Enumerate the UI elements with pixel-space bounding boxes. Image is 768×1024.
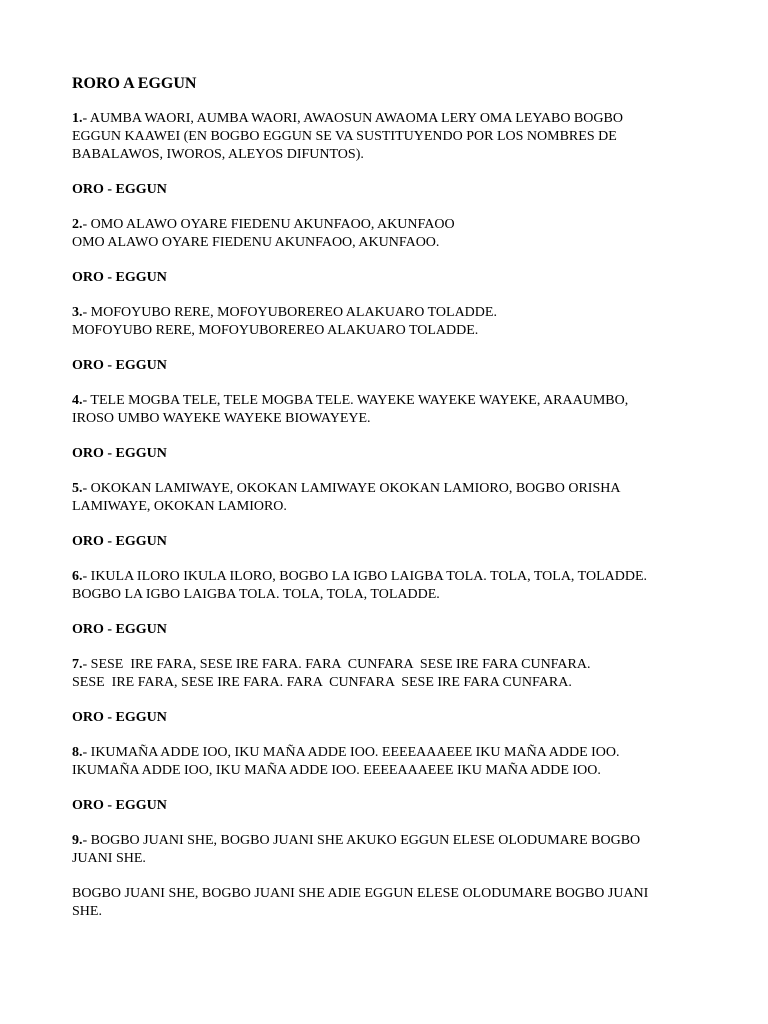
verse-number: 7. — [72, 657, 83, 672]
verse-line: - IKULA ILORO IKULA ILORO, BOGBO LA IGBO LAIGBA TOLA. TOLA, TOLA, TOLADDE. — [82, 569, 648, 584]
refrain-7: ORO - EGGUN — [72, 710, 167, 725]
verse-2 — [72, 216, 696, 252]
verse-4 — [72, 392, 696, 428]
verse-8 — [72, 744, 696, 780]
verse-3 — [72, 304, 696, 340]
verse-line: - OMO ALAWO OYARE FIEDENU AKUNFAOO, AKUNFAOO — [82, 217, 455, 232]
refrain-1: ORO - EGGUN — [72, 182, 167, 197]
refrain-6: ORO - EGGUN — [72, 622, 167, 637]
verse-number: 1. — [72, 111, 83, 126]
verse-line: BABALAWOS, IWOROS, ALEYOS DIFUNTOS). — [72, 147, 364, 162]
verse-line: BOGBO LA IGBO LAIGBA TOLA. TOLA, TOLA, TOLADDE. — [72, 587, 440, 602]
closing-paragraph — [72, 885, 696, 921]
verse-5 — [72, 480, 696, 516]
verse-line: - BOGBO JUANI SHE, BOGBO JUANI SHE AKUKO EGGUN ELESE OLODUMARE BOGBO — [82, 833, 641, 848]
verse-9 — [72, 832, 696, 868]
verse-line: OMO ALAWO OYARE FIEDENU AKUNFAOO, AKUNFAOO. — [72, 235, 440, 250]
closing-line: BOGBO JUANI SHE, BOGBO JUANI SHE ADIE EGGUN ELESE OLODUMARE BOGBO JUANI — [72, 886, 649, 901]
refrain-3: ORO - EGGUN — [72, 358, 167, 373]
document-page — [72, 74, 696, 938]
verse-number: 6. — [72, 569, 83, 584]
verse-number: 9. — [72, 833, 83, 848]
refrain-2: ORO - EGGUN — [72, 270, 167, 285]
verse-line: - SESE IRE FARA, SESE IRE FARA. FARA CUNFARA SESE IRE FARA CUNFARA. — [82, 657, 591, 672]
verse-number: 2. — [72, 217, 83, 232]
verse-6 — [72, 568, 696, 604]
verse-line: IKUMAÑA ADDE IOO, IKU MAÑA ADDE IOO. EEEEAAAEEE IKU MAÑA ADDE IOO. — [72, 763, 601, 778]
verse-number: 4. — [72, 393, 83, 408]
verse-line: SESE IRE FARA, SESE IRE FARA. FARA CUNFARA SESE IRE FARA CUNFARA. — [72, 675, 572, 690]
verse-line: - IKUMAÑA ADDE IOO, IKU MAÑA ADDE IOO. EEEEAAAEEE IKU MAÑA ADDE IOO. — [82, 745, 620, 760]
document-title: RORO A EGGUN — [72, 75, 197, 92]
verse-line: - TELE MOGBA TELE, TELE MOGBA TELE. WAYEKE WAYEKE WAYEKE, ARAAUMBO, — [82, 393, 629, 408]
verse-line: MOFOYUBO RERE, MOFOYUBOREREO ALAKUARO TOLADDE. — [72, 323, 479, 338]
verse-line: - MOFOYUBO RERE, MOFOYUBOREREO ALAKUARO TOLADDE. — [82, 305, 497, 320]
verse-number: 3. — [72, 305, 83, 320]
verse-line: EGGUN KAAWEI (EN BOGBO EGGUN SE VA SUSTITUYENDO POR LOS NOMBRES DE — [72, 129, 617, 144]
verse-line: - OKOKAN LAMIWAYE, OKOKAN LAMIWAYE OKOKAN LAMIORO, BOGBO ORISHA — [82, 481, 621, 496]
verse-line: LAMIWAYE, OKOKAN LAMIORO. — [72, 499, 287, 514]
verse-line: JUANI SHE. — [72, 851, 146, 866]
refrain-8: ORO - EGGUN — [72, 798, 167, 813]
verse-line: IROSO UMBO WAYEKE WAYEKE BIOWAYEYE. — [72, 411, 371, 426]
verse-number: 5. — [72, 481, 83, 496]
verse-7 — [72, 656, 696, 692]
verse-line: - AUMBA WAORI, AUMBA WAORI, AWAOSUN AWAOMA LERY OMA LEYABO BOGBO — [82, 111, 623, 126]
refrain-4: ORO - EGGUN — [72, 446, 167, 461]
refrain-5: ORO - EGGUN — [72, 534, 167, 549]
verse-number: 8. — [72, 745, 83, 760]
closing-line: SHE. — [72, 904, 102, 919]
verse-1 — [72, 110, 696, 164]
